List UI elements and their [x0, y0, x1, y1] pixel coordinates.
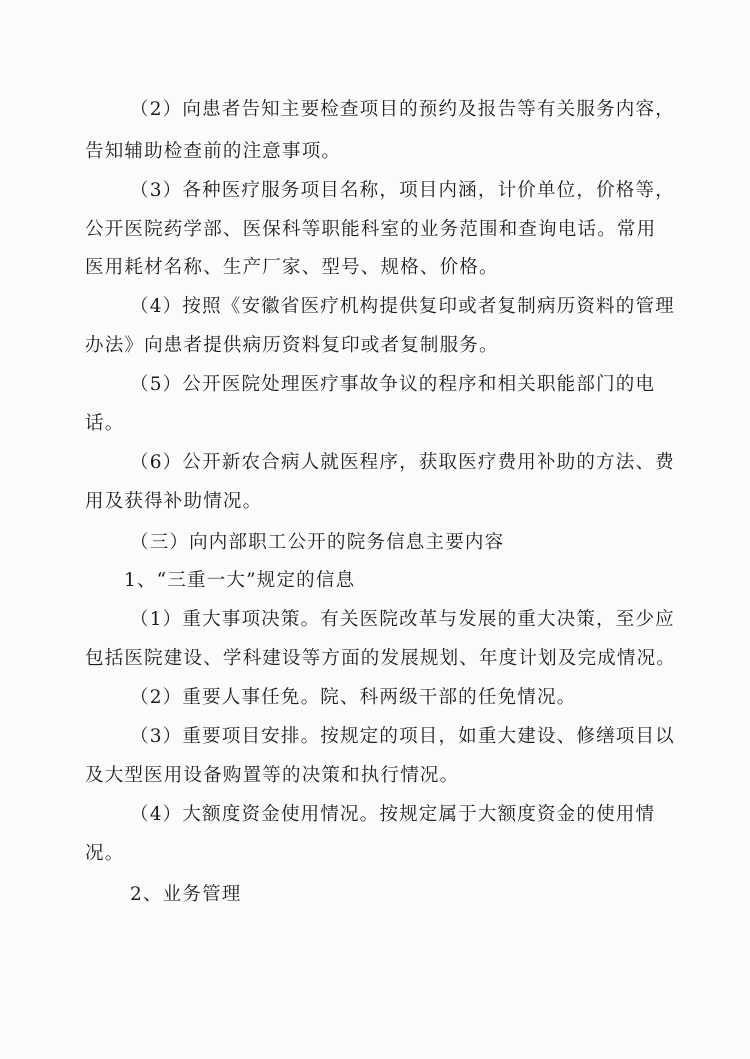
paragraph-line: 医用耗材名称、生产厂家、型号、规格、价格。	[85, 257, 499, 278]
paragraph-line: 及大型医用设备购置等的决策和执行情况。	[85, 765, 460, 786]
paragraph-line: （3）各种医疗服务项目名称，项目内涵，计价单位，价格等，	[130, 180, 675, 201]
paragraph-line: （2）向患者告知主要检查项目的预约及报告等有关服务内容，	[130, 99, 675, 120]
subsection-heading: 1、“三重一大”规定的信息	[124, 570, 356, 591]
paragraph-line: 况。	[85, 843, 125, 864]
paragraph-line: 公开医院药学部、医保科等职能科室的业务范围和查询电话。常用	[85, 219, 657, 240]
paragraph-line: （6）公开新农合病人就医程序，获取医疗费用补助的方法、费	[130, 452, 675, 473]
paragraph-line: 告知辅助检查前的注意事项。	[85, 141, 342, 162]
paragraph-line: （4）按照《安徽省医疗机构提供复印或者复制病历资料的管理	[130, 296, 675, 317]
section-heading: （三）向内部职工公开的院务信息主要内容	[130, 532, 505, 553]
paragraph-line: （5）公开医院处理医疗事故争议的程序和相关职能部门的电	[130, 374, 656, 395]
paragraph-line: （4）大额度资金使用情况。按规定属于大额度资金的使用情	[130, 804, 656, 825]
paragraph-line: （3）重要项目安排。按规定的项目，如重大建设、修缮项目以	[130, 726, 675, 747]
paragraph-line: 包括医院建设、学科建设等方面的发展规划、年度计划及完成情况。	[85, 648, 677, 669]
paragraph-line: 用及获得补助情况。	[85, 491, 263, 512]
paragraph-line: （1）重大事项决策。有关医院改革与发展的重大决策，至少应	[130, 609, 675, 630]
paragraph-line: 办法》向患者提供病历资料复印或者复制服务。	[85, 335, 499, 356]
paragraph-line: 话。	[85, 413, 125, 434]
subsection-heading: 2、业务管理	[130, 884, 242, 905]
paragraph-line: （2）重要人事任免。院、科两级干部的任免情况。	[130, 687, 577, 708]
